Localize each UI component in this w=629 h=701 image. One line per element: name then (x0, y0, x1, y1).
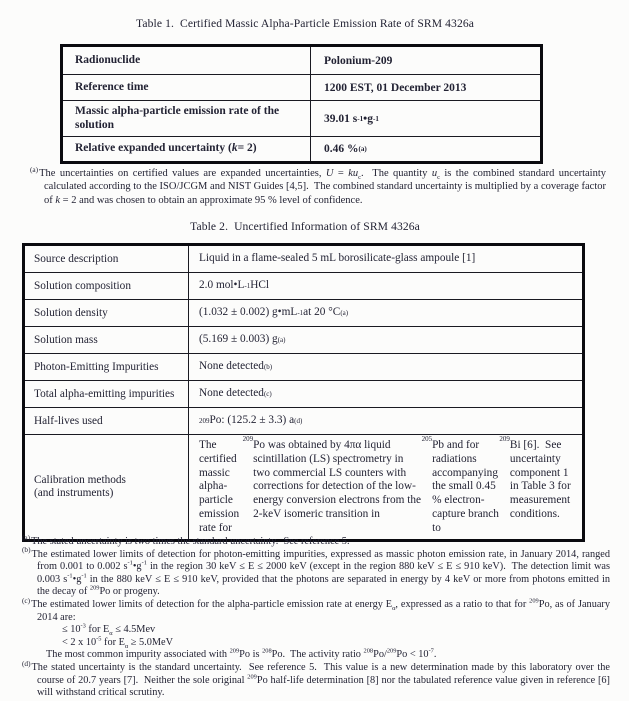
row-value-cell: (1.032 ± 0.002) g•mL -1 at 20 °C (a) (199, 306, 349, 319)
table-row (25, 407, 582, 434)
row-label-cell: Solution mass (25, 327, 189, 353)
footnote-subline: < 2 x $10^{-5}$ for $E_\alpha \ge 5.0MeV$ (62, 635, 174, 650)
row-label-cell: Photon-Emitting Impurities (25, 354, 189, 380)
row-label-cell: Calibration methods (and instruments) (25, 435, 189, 539)
row-value-cell: The certified massic alpha-particle emission rate for 209 Po was obtained by 4πα liquid scintillation (LS) spectrometry in two commercial LS counters with corrections for detection of the low-energy conversion electrons from the 2-keV isomeric transition in 205 Pb and for radiations accompanying the small 0.45 % electron-capture branch to 209 Bi [6]. See uncertainty component 1 in Table 3 for measurement conditions. (199, 435, 571, 534)
row-label-cell: Massic alpha-particle emission rate of the solution (63, 101, 311, 136)
row-value-cell: 2.0 mol•L -1 HCl (199, 279, 270, 292)
table-row (25, 353, 582, 380)
row-label-cell: Radionuclide (63, 47, 311, 74)
footnote-text: The stated uncertainty is the standard uncertainty. See reference 5. This value is a new determination made by this laboratory over the course of 20.7 years [7]. Neither the sole original $^{209}$Po half-life determination [8] nor the tabulated reference value given in reference [6] will withstand critical scrutiny. (31, 661, 610, 699)
row-value-cell: 0.46 % (a) (324, 143, 367, 155)
table1-title: Table 1. Certified Massic Alpha-Particle Emission Rate of SRM 4326a (136, 17, 474, 30)
row-label-cell: Reference time (63, 75, 311, 100)
row-value-cell: Polonium-209 (324, 54, 393, 67)
table1-footnote (30, 164, 607, 207)
row-value-cell: Liquid in a flame-sealed 5 mL borosilicate-glass ampoule [1] (199, 252, 476, 265)
table-row (25, 434, 582, 539)
row-label-cell: Relative expanded uncertainty ( k = 2) (63, 137, 311, 161)
table-row (25, 326, 582, 353)
row-value-cell: None detected (c) (199, 387, 272, 400)
footnote-c (22, 595, 610, 662)
footnote-text: The estimated lower limits of detection for photon-emitting impurities, expressed as massic photon emission rate, in January 2014, ranged from 0.001 to 0.002 $s^{-1}•g^{-1}$ in the region 30 keV ≤ E ≤ 2000 keV (except in the region 880 keV ≤ E ≤ 910 keV). The detection limit was 0.003 $s^{-1}•g^{-1}$ in the 880 keV ≤ E ≤ 910 keV, provided that the photons are separated in energy by 4 keV or more from photons emitted in the decay of $^{209}$Po or progeny. (31, 548, 610, 598)
row-value-cell: 39.01 s -1 •g -1 (324, 112, 379, 125)
row-label-cell: Source description (25, 246, 189, 272)
row-value-cell: None detected (b) (199, 360, 273, 373)
footnote-marker: (a) (30, 164, 39, 174)
table-row (25, 380, 582, 407)
row-label-cell: Solution density (25, 300, 189, 326)
table2 (22, 243, 585, 542)
footnote-text: The stated uncertainty is two times the standard uncertainty. See reference 5. (31, 536, 350, 547)
footnote-marker: (c) (22, 595, 31, 605)
row-label-cell: Total alpha-emitting impurities (25, 381, 189, 407)
row-value-cell: (5.169 ± 0.003) g (a) (199, 333, 286, 346)
footnote-marker: (a) (22, 532, 31, 542)
table-row (63, 136, 540, 161)
table-row (63, 100, 540, 136)
table-row (25, 246, 582, 272)
footnote-subline: ≤ $10^{-3}$ for $E_\alpha \le 4.5Mev$ (62, 622, 156, 638)
footnote-b (22, 545, 610, 599)
row-value-cell: 209 Po: (125.2 ± 3.3) a (d) (199, 414, 303, 427)
footnote-a (22, 532, 610, 549)
footnote-d (22, 658, 610, 700)
table1 (60, 44, 543, 164)
table2-footnotes (22, 532, 610, 700)
table2-title: Table 2. Uncertified Information of SRM 4326a (190, 220, 420, 233)
row-label-cell: Solution composition (25, 273, 189, 299)
footnote-marker: (b) (22, 545, 31, 555)
table-row (25, 272, 582, 299)
footnote-text: The estimated lower limits of detection for the alpha-particle emission rate at energy $E_\alpha$, expressed as a ratio to that for $^{209}$Po, as of January 2014 are: (31, 597, 610, 623)
row-value-cell: 1200 EST, 01 December 2013 (324, 81, 467, 94)
table-row (25, 299, 582, 326)
footnote-marker: (d) (22, 658, 31, 668)
row-label-cell: Half-lives used (25, 408, 189, 434)
footnote-tail: The most common impurity associated with $^{209}$Po is $^{208}$Po. The activity ratio $^{208}Po/^{209}Po < 10^{-7}$. (46, 647, 437, 661)
footnote-text: The uncertainties on certified values are expanded uncertainties, $U = ku_c$. The quantity $u_c$ is the combined standard uncertainty calculated according to the ISO/JCGM and NIST Guides [4,5]. The combined standard uncertainty is multiplied by a coverage factor of k = 2 and was chosen to obtain an approximate 95 % level of confidence. (39, 168, 607, 206)
table-row (63, 74, 540, 100)
table-row (63, 47, 540, 74)
